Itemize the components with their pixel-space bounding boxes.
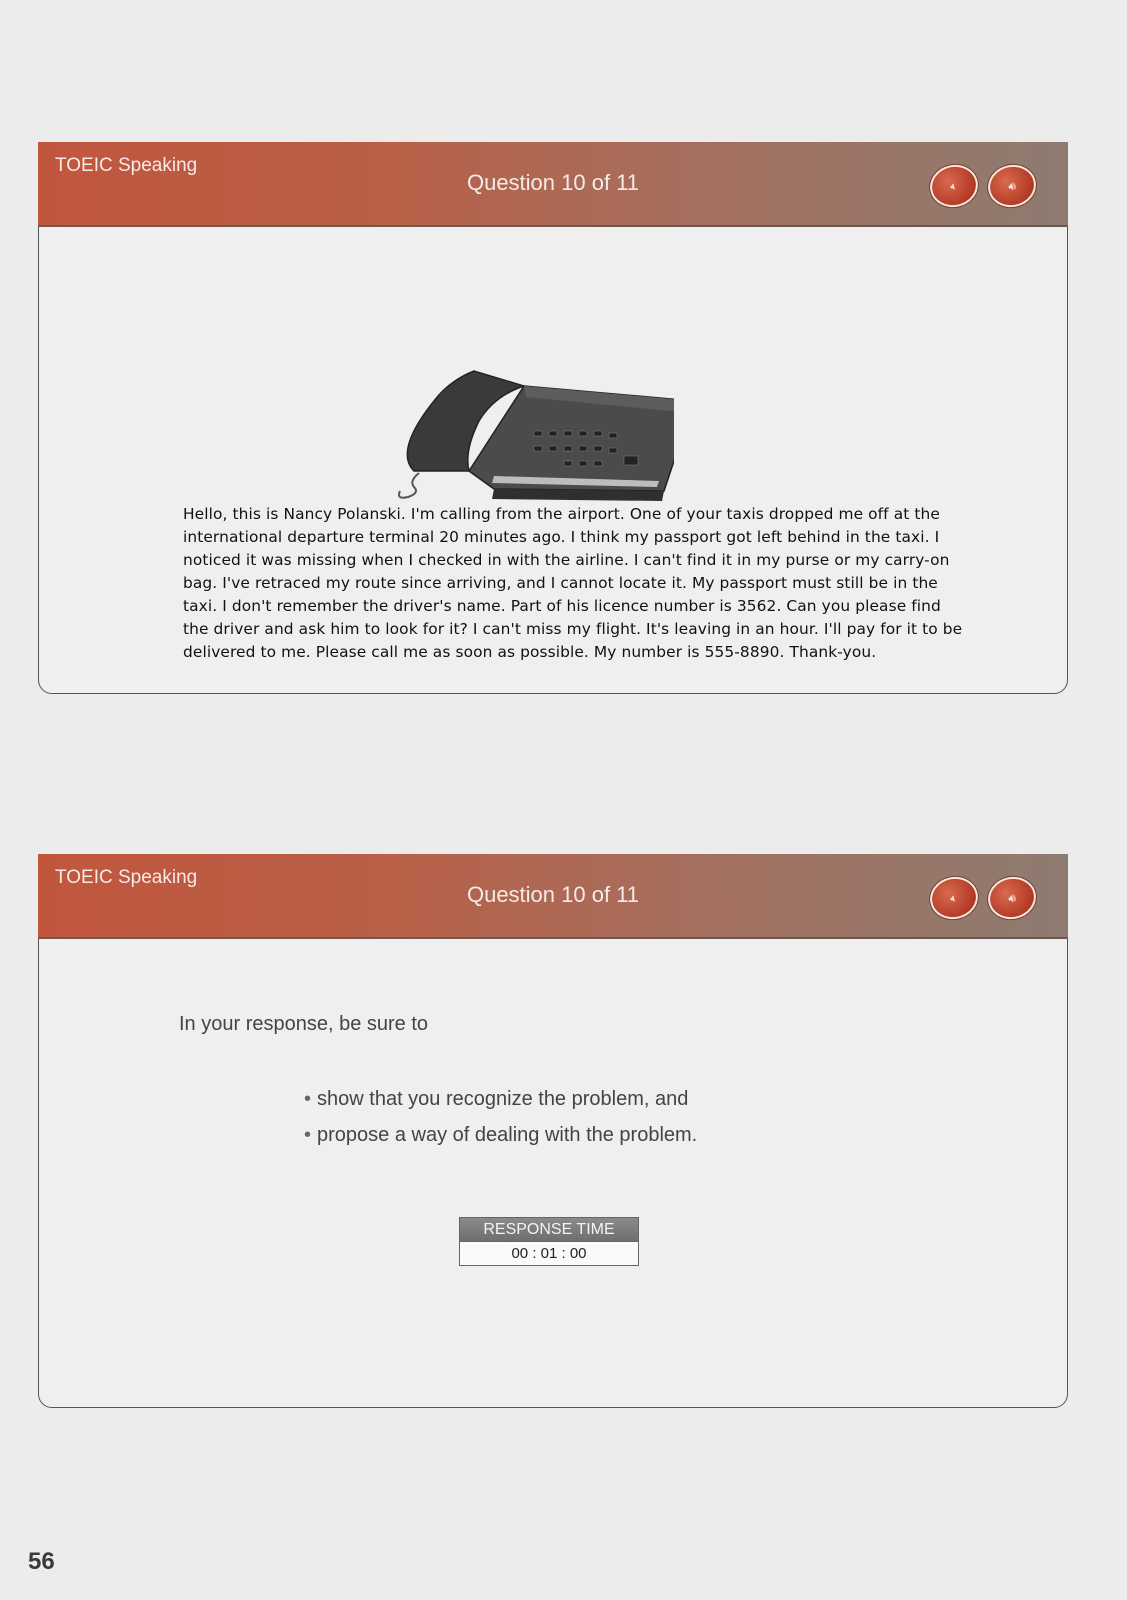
title-bar [38,854,1068,939]
speaker-low-icon: 🔈︎ [949,178,959,194]
question-screen-response [38,854,1068,1408]
requirement-list [304,1081,697,1153]
brand-label: TOEIC Speaking [55,155,198,176]
volume-low-button[interactable] [926,160,982,211]
response-time-label: RESPONSE TIME [460,1218,638,1241]
volume-low-button[interactable] [926,872,982,923]
speaker-high-icon: 🔊︎ [1006,890,1018,906]
requirement-item: • propose a way of dealing with the problem. [304,1117,697,1153]
response-time-value: 00 : 01 : 00 [460,1241,638,1265]
question-counter: Question 10 of 11 [466,170,640,195]
voicemail-transcript: Hello, this is Nancy Polanski. I'm calling from the airport. One of your taxis dropped me off at the international departure terminal 20 minutes ago. I think my passport got left behind in the taxi. I noticed it was missing when I checked in with the airline. I can't find it in my purse or my carry-on bag. I've retraced my route since arriving, and I cannot locate it. My passport must still be in the taxi. I don't remember the driver's name. Part of his licence number is 3562. Can you please find the driver and ask him to look for it? I can't miss my flight. It's leaving in an hour. I'll pay for it to be delivered to me. Please call me as soon as possible. My number is 555-8890. Thank-you. [183,505,963,661]
speaker-high-icon: 🔊︎ [1006,178,1018,194]
requirement-item: • show that you recognize the problem, and [304,1081,697,1117]
question-screen-voicemail [38,142,1068,694]
page-number: 56 [28,1548,55,1575]
title-bar [38,142,1068,227]
question-counter: Question 10 of 11 [466,882,640,907]
fax-machine-image [374,361,674,501]
speaker-low-icon: 🔈︎ [949,890,959,906]
volume-high-button[interactable] [984,160,1040,211]
instruction-text: In your response, be sure to [179,1013,429,1035]
response-time-box [459,1217,639,1266]
brand-label: TOEIC Speaking [55,867,198,888]
volume-high-button[interactable] [984,872,1040,923]
